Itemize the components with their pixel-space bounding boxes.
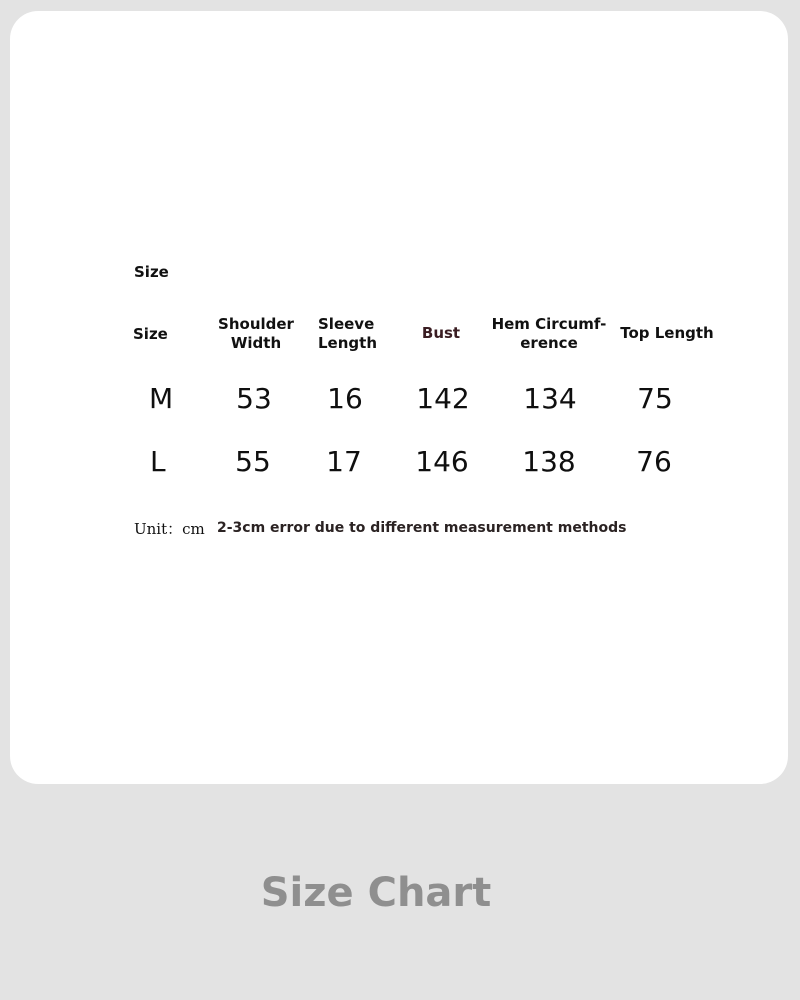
- measurement-note: 2-3cm error due to different measurement methods: [217, 520, 627, 536]
- size-row-m-top-length: 75: [637, 382, 673, 415]
- size-section-label: Size: [134, 263, 169, 281]
- size-row-l-sleeve-length: 17: [326, 445, 362, 478]
- header-bust: Bust: [421, 324, 461, 342]
- size-row-l-shoulder-width: 55: [235, 445, 271, 478]
- size-row-l-size: L: [150, 445, 166, 478]
- size-row-m-size: M: [149, 382, 174, 415]
- header-size: Size: [133, 325, 168, 343]
- header-sleeve-length-line2: Length: [318, 334, 377, 352]
- header-sleeve-length: [318, 315, 380, 353]
- header-top-length: Top Length: [620, 324, 714, 342]
- header-hem-circumference-line1: Hem Circumf-: [491, 315, 607, 333]
- size-row-m-sleeve-length: 16: [327, 382, 363, 415]
- size-row-m-hem-circumference: 134: [523, 382, 577, 415]
- size-row-l-hem-circumference: 138: [522, 445, 576, 478]
- header-shoulder-width-line2: Width: [230, 334, 282, 352]
- header-hem-circumference-line2: erence: [520, 334, 578, 352]
- unit-label: Unit：cm: [134, 520, 205, 538]
- size-row-l-top-length: 76: [636, 445, 672, 478]
- header-shoulder-width-line1: Shoulder: [218, 315, 294, 333]
- size-chart-title: Size Chart: [260, 870, 492, 916]
- header-shoulder-width: [214, 315, 298, 353]
- header-sleeve-length-line1: Sleeve: [318, 315, 375, 333]
- size-row-m-bust: 142: [416, 382, 470, 415]
- header-hem-circumference: [489, 315, 609, 353]
- size-row-l-bust: 146: [415, 445, 469, 478]
- size-row-m-shoulder-width: 53: [236, 382, 272, 415]
